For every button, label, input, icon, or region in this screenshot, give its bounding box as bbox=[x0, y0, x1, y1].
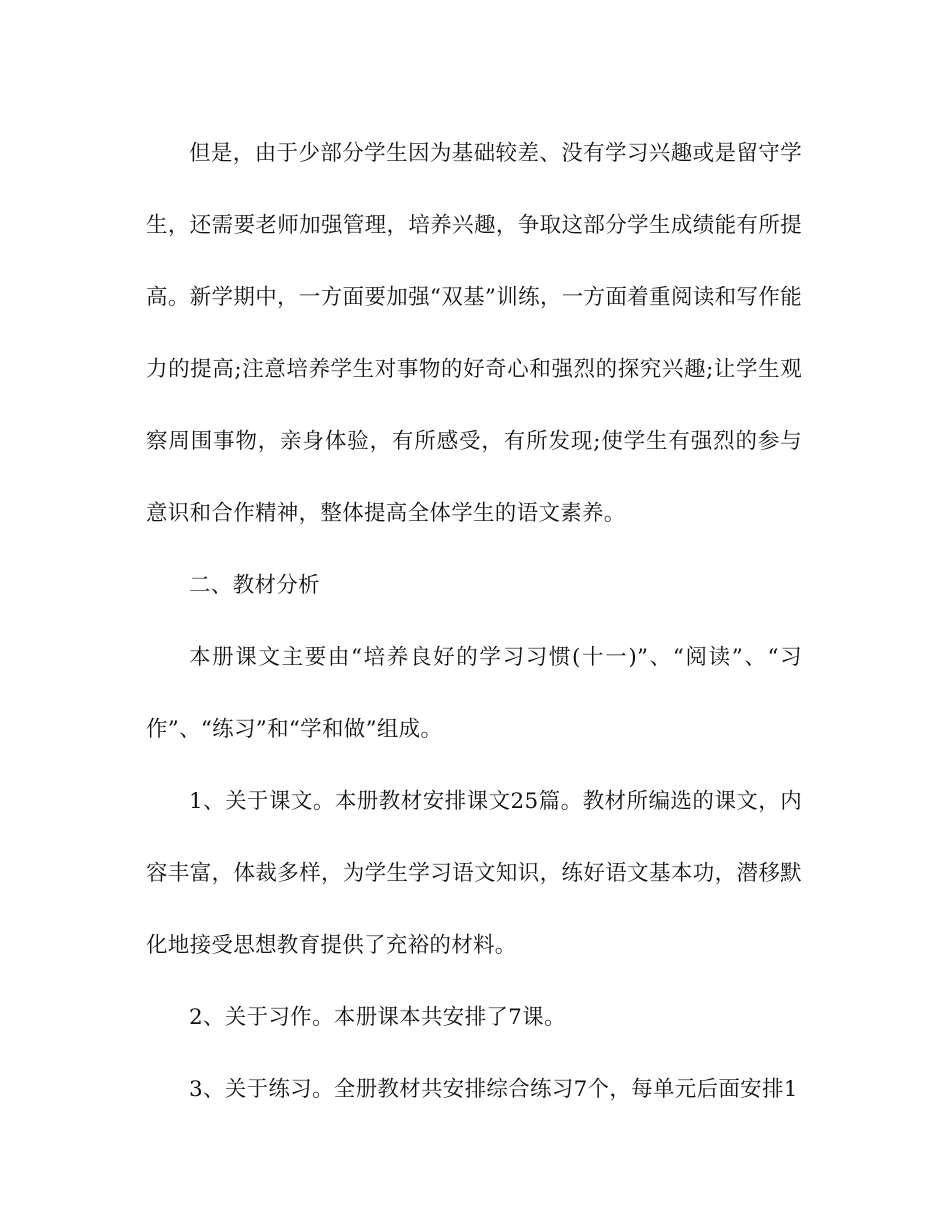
document-body bbox=[146, 118, 802, 1126]
paragraph-about-exercises: 3、关于练习。全册教材共安排综合练习7个，每单元后面安排1 bbox=[189, 1077, 798, 1102]
paragraph-student-analysis: 但是，由于少部分学生因为基础较差、没有学习兴趣或是留守学生，还需要老师加强管理，培养兴趣，争取这部分学生成绩能有所提高。新学期中，一方面要加强“双基”训练，一方面着重阅读和写作能力的提高;注意培养学生对事物的好奇心和强烈的探究兴趣;让学生观察周围事物，亲身体验，有所感受，有所发现;使学生有强烈的参与意识和合作精神，整体提高全体学生的语文素养。 bbox=[146, 141, 802, 526]
paragraph-textbook-composition: 本册课文主要由“培养良好的学习习惯(十一)”、“阅读”、“习作”、“练习”和“学和做”组成。 bbox=[146, 645, 802, 742]
paragraph-about-writing: 2、关于习作。本册课本共安排了7课。 bbox=[189, 1005, 566, 1030]
section-heading-textbook-analysis: 二、教材分析 bbox=[189, 573, 320, 598]
paragraph-about-texts: 1、关于课文。本册教材安排课文25篇。教材所编选的课文，内容丰富，体裁多样，为学生学习语文知识，练好语文基本功，潜移默化地接受思想教育提供了充裕的材料。 bbox=[146, 789, 802, 958]
